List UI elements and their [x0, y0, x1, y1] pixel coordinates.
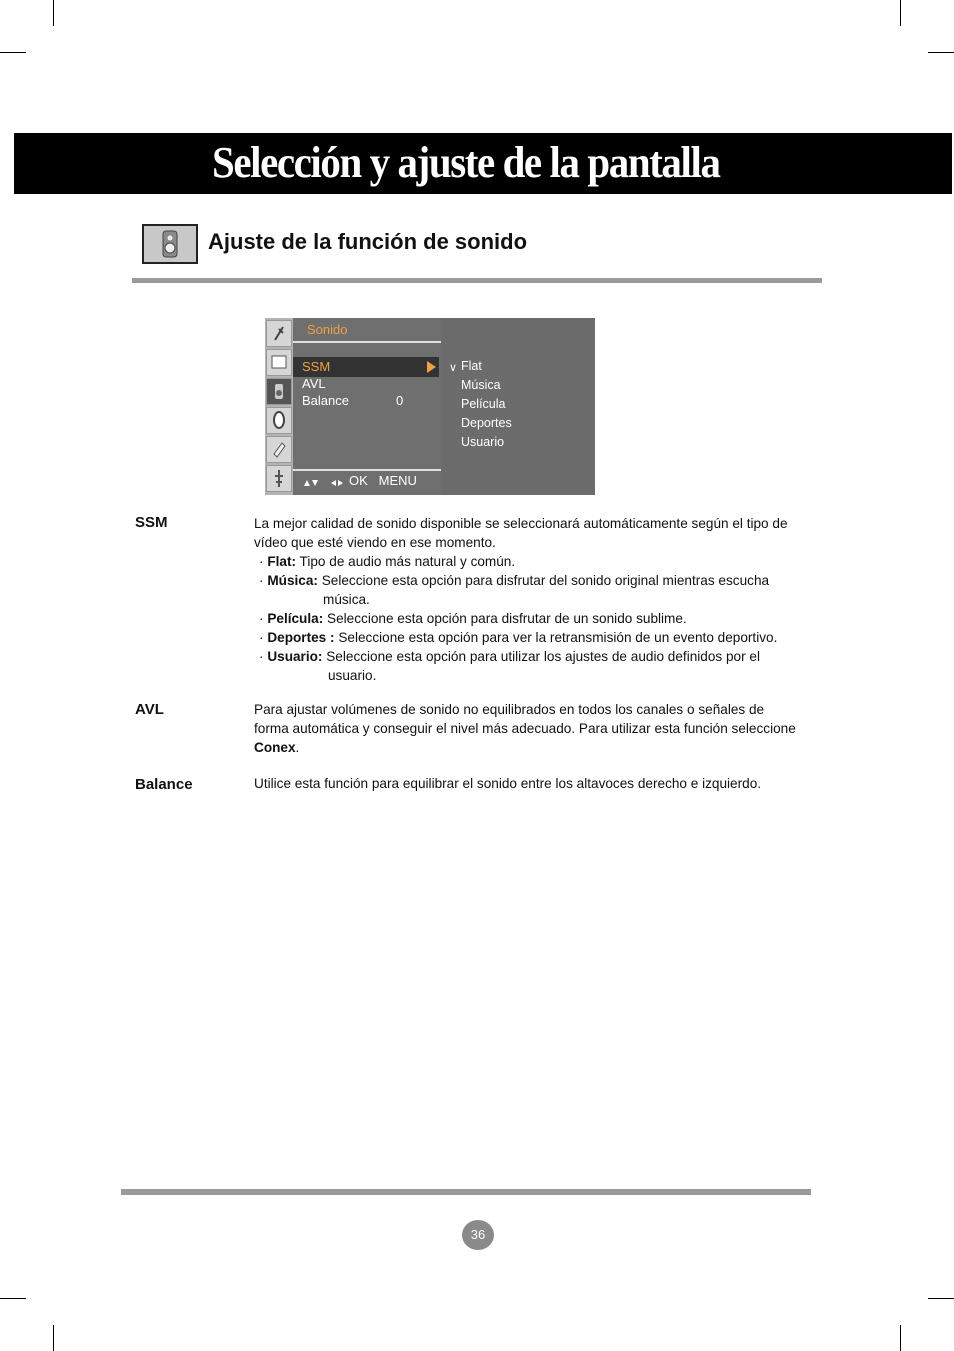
osd-menu — [265, 318, 595, 495]
divider — [121, 1189, 811, 1195]
divider — [293, 469, 441, 471]
bullet-continuation: usuario. — [328, 668, 377, 683]
crop-mark — [0, 1298, 26, 1299]
avl-text: Para ajustar volúmenes de sonido no equilibrados en todos los canales o señales de forma automática y conseguir el nivel más adecuado. Para utilizar esta función seleccione — [254, 702, 796, 736]
osd-balance-value: 0 — [396, 393, 404, 408]
osd-option[interactable]: Flat — [461, 359, 482, 373]
list-item: · Película: Seleccione esta opción para disfrutar de un sonido sublime. — [259, 611, 687, 626]
crop-mark — [53, 1325, 54, 1351]
bullet-term: Música: — [267, 573, 318, 588]
picture-icon[interactable] — [266, 349, 292, 376]
ssm-label: SSM — [135, 514, 168, 531]
crop-mark — [53, 0, 54, 26]
ssm-description — [254, 514, 824, 685]
osd-main-panel — [293, 318, 441, 495]
antenna-icon[interactable] — [266, 320, 292, 347]
clock-icon[interactable] — [266, 407, 292, 434]
tag-icon[interactable] — [266, 436, 292, 463]
avl-end: . — [295, 740, 300, 755]
balance-label: Balance — [135, 776, 193, 793]
crop-mark — [928, 52, 954, 53]
bullet-term: Deportes : — [267, 630, 335, 645]
osd-option[interactable]: Usuario — [461, 435, 505, 449]
speaker-icon — [142, 224, 198, 264]
right-arrow-icon — [427, 361, 436, 373]
bullet-term: Película: — [267, 611, 324, 626]
bullet-term: Flat: — [267, 554, 297, 569]
osd-item-ssm[interactable]: SSM — [302, 359, 331, 374]
page-title: Selección y ajuste de la pantalla — [212, 138, 720, 187]
ssm-intro: La mejor calidad de sonido disponible se seleccionará automáticamente según el tipo de vídeo que esté viendo en ese momento. — [254, 516, 788, 550]
bullet-text: Seleccione esta opción para disfrutar de un sonido sublime. — [327, 611, 687, 626]
osd-menu-title: Sonido — [307, 322, 348, 337]
crop-mark — [900, 0, 901, 26]
osd-item-avl[interactable]: AVL — [302, 376, 326, 391]
bullet-continuation: música. — [323, 592, 370, 607]
crop-mark — [0, 52, 26, 53]
list-item: · Deportes : Seleccione esta opción para ver la retransmisión de un evento deportivo. — [259, 630, 778, 645]
balance-text: Utilice esta función para equilibrar el sonido entre los altavoces derecho e izquierdo. — [254, 776, 762, 791]
divider — [132, 278, 822, 283]
balance-description — [254, 774, 824, 793]
osd-option[interactable]: Música — [461, 378, 501, 392]
avl-bold-term: Conex — [254, 740, 296, 755]
divider — [293, 341, 441, 343]
list-item: · Usuario: Seleccione esta opción para utilizar los ajustes de audio definidos por el usuario. — [254, 647, 824, 685]
osd-footer: OK MENU — [349, 473, 417, 488]
crop-mark — [928, 1298, 954, 1299]
osd-icon-column — [265, 318, 293, 495]
osd-option[interactable]: Deportes — [461, 416, 512, 430]
speaker-icon[interactable] — [266, 378, 292, 405]
list-item: · Flat: Tipo de audio más natural y común. — [259, 554, 516, 569]
title-bar — [14, 133, 952, 194]
check-icon: ∨ — [449, 362, 458, 374]
avl-label: AVL — [135, 701, 164, 718]
bullet-text: Seleccione esta opción para ver la retransmisión de un evento deportivo. — [338, 630, 778, 645]
osd-option[interactable]: Película — [461, 397, 506, 411]
bullet-text: Seleccione esta opción para utilizar los ajustes de audio definidos por el — [326, 649, 760, 664]
section-title: Ajuste de la función de sonido — [208, 229, 528, 254]
settings-icon[interactable] — [266, 465, 292, 492]
crop-mark — [900, 1325, 901, 1351]
page-number: 36 — [462, 1220, 494, 1250]
osd-item-balance[interactable]: Balance — [302, 393, 349, 408]
bullet-text: Seleccione esta opción para disfrutar del sonido original mientras escucha — [321, 573, 770, 588]
bullet-text: Tipo de audio más natural y común. — [299, 554, 516, 569]
bullet-term: Usuario: — [267, 649, 323, 664]
avl-description — [254, 700, 799, 757]
nav-arrows-icon — [303, 478, 345, 488]
osd-options-panel — [441, 318, 595, 495]
list-item: · Música: Seleccione esta opción para disfrutar del sonido original mientras escucha música. — [254, 571, 824, 609]
